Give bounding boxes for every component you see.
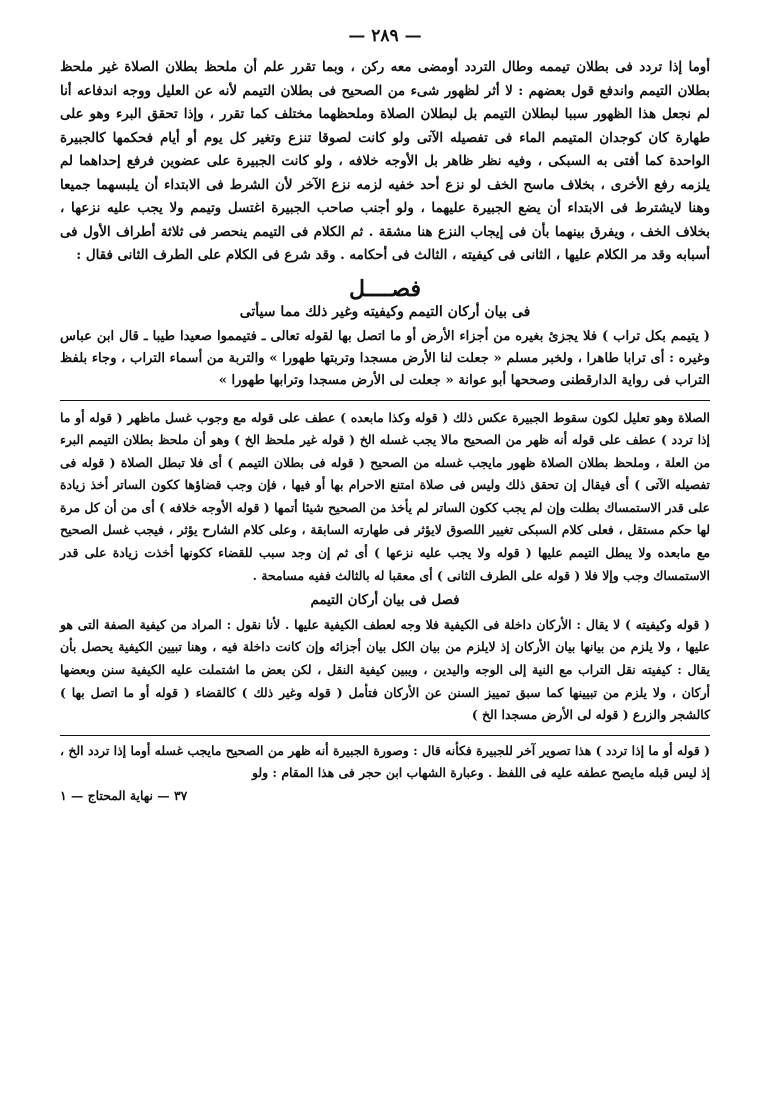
footnote-divider [60,735,710,736]
commentary-paragraph-1: الصلاة وهو تعليل لكون سقوط الجبيرة عكس ذلك ( قوله وكذا مابعده ) عطف على قوله مع وجوب غسل ماظهر ( قوله أو ما إذا تردد ) عطف على قوله أنه ظهر من الصحيح مالا يجب غسله الخ ( قوله غير ملحظ الخ ) وهو أن ملحظ بطلان التيمم البرء من العلة ، وملحظ بطلان الصلاة ظهور مايجب غسله من الصحيح ( قوله فى بطلان التيمم ) أى فلا تبطل الصلاة ( قوله فى تفصيله الآتى ) أى فيقال إن تحقق ذلك وليس فى صلاة امتنع الاحرام بها أو فيها ، فإن وجب قضاؤها ككون الساتر أخذ زيادة على قدر الاستمساك بطلت وإن لم يجب ككون الساتر لم يأخذ من الصحيح شيئا أتمها ( قوله الأوجه خلافه ) أى من أن كل مرة لها حكم مستقل ، فعلى كلام السبكى تغيير اللصوق لايؤثر فى طهارته السابقة ، وعلى كلام الشارح يؤثر ، فيجب غسل الصحيح مع مابعده ولا يبطل التيمم عليها ( قوله ولا يجب عليه نزعها ) أى ثم إن وجد سبب للقضاء ككونها أخذت زيادة على قدر الاستمساك وجب وإلا فلا ( قوله على الطرف الثانى ) أى معقبا له بالثالث ففيه مسامحة . [60,409,710,583]
section-heading-label: فصــــل [348,275,422,302]
main-paragraph: أوما إذا تردد فى بطلان تيممه وطال التردد أومضى معه ركن ، وبما تقرر علم أن ملحظ بطلان الصلاة غير ملحظ بطلان التيمم واندفع قول بعضهم : لا أثر لظهور شىء من الصحيح فى بطلان التيمم لأنه عن العليل ووجه اندفاعه أنا لم نجعل هذا الظهور سببا لبطلان التيمم بل لبطلان الصلاة وملحظهما مختلف كما تقرر ، وإذا تحقق البرء وهو على طهارة كان كوجدان المتيمم الماء فى تفصيله الآتى ولو كانت لصوقا تنزع وتغير كل يوم أو أيام فحكمها كالجبيرة الواحدة كما أفتى به السبكى ، وفيه نظر ظاهر بل الأوجه خلافه ، ولو كانت الجبيرة على عضوين فرفع إحداهما لم يلزمه رفع الأخرى ، بخلاف ماسح الخف لو نزع أحد خفيه لزمه نزع الآخر لأن الشرط فى الابتداء أن يلبسهما جميعا وهنا لايشترط فى الابتداء أن يضع الجبيرة عليهما ، ولو أجنب صاحب الجبيرة اغتسل وتيمم ولا يجب عليه نزعها ، بخلاف الخف ، ويفرق بينهما بأن فى إيجاب النزع هنا مشقة . ثم الكلام فى التيمم ينحصر فى ثلاثة أطراف الأول فى أسبابه وقد مر الكلام عليها ، الثانى فى كيفيته ، الثالث فى أحكامه . وقد شرع فى الكلام على الطرف الثانى فقال : [60,59,710,263]
commentary-heading: فصل فى بيان أركان التيمم [310,592,460,609]
page-number: — ٢٨٩ — [348,26,422,46]
footnote-paragraph: ( قوله أو ما إذا تردد ) هذا تصوير آخر للجبيرة فكأنه قال : وصورة الجبيرة أنه ظهر من الصحيح مايجب غسله أوما إذا تردد الخ ، إذ ليس قبله مايصح عطفه عليه فى اللفظ . وعبارة الشهاب ابن حجر فى هذا المقام : ولو [60,742,710,780]
footnote-text [60,740,710,784]
commentary-paragraph-2: ( قوله وكيفيته ) لا يقال : الأركان داخلة فى الكيفية فلا وجه لعطف الكيفية عليها . لأنا نقول : المراد من كيفية الصفة التى هو عليها ، ولا يلزم من بيانها بيان الأركان إذ لايلزم من بيان الكل بيان أجزائه وإن كانت داخلة فيه ، وهنا تبيين الكيفية يحصل بأن يقال : كيفيته نقل التراب مع النية إلى الوجه واليدين ، ويبين كيفية النقل ، لكن بعض ما اشتملت عليه الكيفية سنن وبعضها أركان ، ولا يلزم من تبيينها كما سبق تمييز السنن عن الأركان فتأمل ( قوله وغير ذلك ) كالقضاء ( قوله أو ما اتصل بها ) كالشجر والزرع ( قوله لى الأرض مسجدا الخ ) [60,616,710,723]
main-text [60,56,710,268]
commentary-text [60,407,710,727]
page [60,26,710,803]
matn-text [60,326,710,392]
commentary-divider [60,400,710,401]
section-heading [60,276,710,302]
section-subheading: فى بيان أركان التيمم وكيفيته وغير ذلك مما سيأتى [239,303,531,320]
printer-signature: ٣٧ — نهاية المحتاج — ١ [60,787,188,803]
matn-paragraph: ( يتيمم بكل تراب ) فلا يجزئ بغيره من أجزاء الأرض أو ما اتصل بها لقوله تعالى ـ فتيمموا صعيدا طيبا ـ قال ابن عباس وغيره : أى ترابا طاهرا ، ولخبر مسلم « جعلت لنا الأرض مسجدا وتربتها طهورا » والتربة من أسماء التراب ، وجاء بلفظ التراب فى رواية الدارقطنى وصححها أبو عوانة « جعلت لى الأرض مسجدا وترابها طهورا » [60,328,710,388]
